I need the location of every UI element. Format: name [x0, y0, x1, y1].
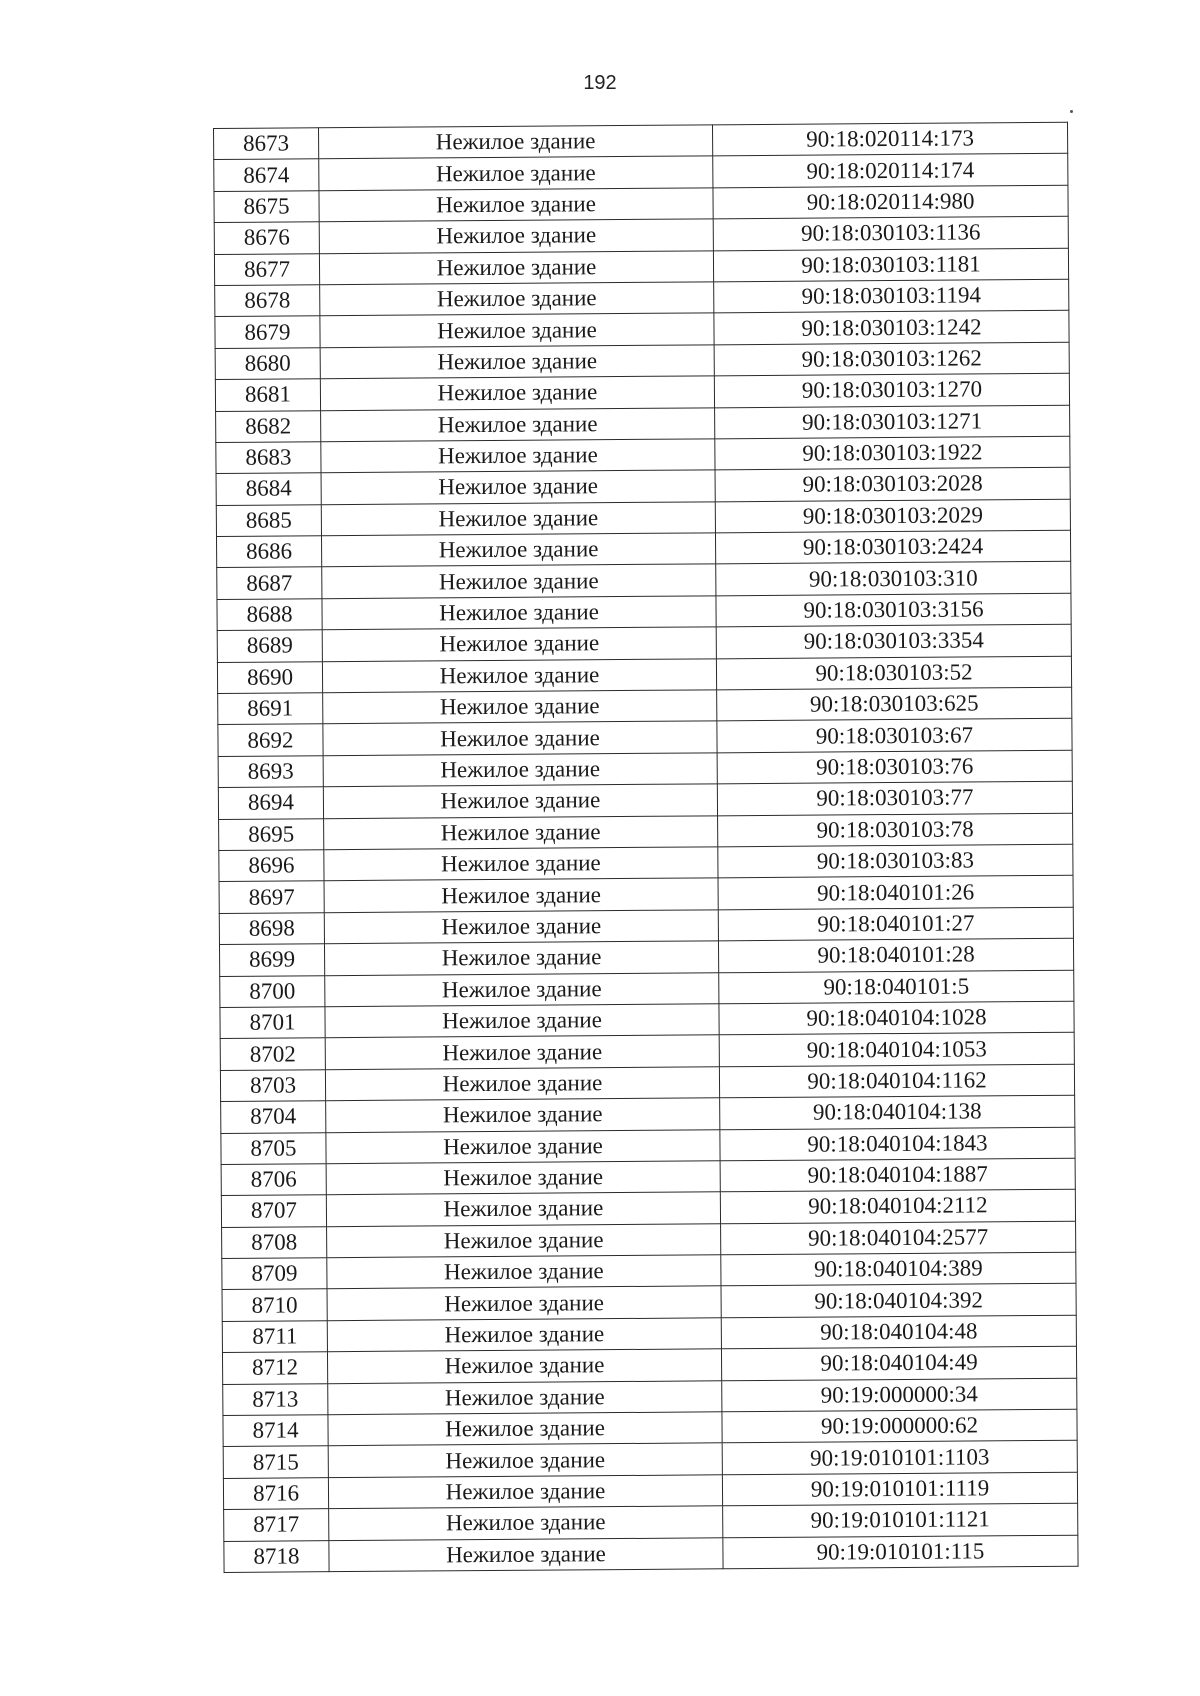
row-number-cell: 8679	[215, 316, 320, 348]
object-type-cell: Нежилое здание	[321, 407, 715, 441]
object-type-cell: Нежилое здание	[325, 972, 719, 1006]
row-number-cell: 8690	[217, 661, 322, 693]
cadastral-number-cell: 90:18:030103:1136	[713, 216, 1068, 250]
object-type-cell: Нежилое здание	[322, 596, 716, 630]
row-number-cell: 8678	[215, 285, 320, 317]
object-type-cell: Нежилое здание	[326, 1098, 720, 1132]
object-type-cell: Нежилое здание	[328, 1475, 722, 1509]
object-type-cell: Нежилое здание	[319, 125, 713, 159]
row-number-cell: 8683	[216, 442, 321, 474]
object-type-cell: Нежилое здание	[319, 156, 713, 190]
cadastral-number-cell: 90:18:040104:1053	[719, 1033, 1074, 1067]
cadastral-number-cell: 90:18:030103:625	[717, 687, 1072, 721]
row-number-cell: 8698	[219, 912, 324, 944]
object-type-cell: Нежилое здание	[320, 345, 714, 379]
cadastral-number-cell: 90:18:040101:26	[718, 876, 1073, 910]
object-type-cell: Нежилое здание	[324, 910, 718, 944]
object-type-cell: Нежилое здание	[325, 1067, 719, 1101]
row-number-cell: 8701	[220, 1007, 325, 1039]
object-type-cell: Нежилое здание	[327, 1286, 721, 1320]
cadastral-number-cell: 90:18:040104:1843	[720, 1127, 1075, 1161]
cadastral-number-cell: 90:18:030103:3354	[716, 624, 1071, 658]
row-number-cell: 8702	[220, 1038, 325, 1070]
cadastral-number-cell: 90:18:040104:392	[721, 1284, 1076, 1318]
cadastral-number-cell: 90:18:040104:1028	[719, 1001, 1074, 1035]
row-number-cell: 8708	[222, 1226, 327, 1258]
cadastral-number-cell: 90:18:030103:2029	[715, 499, 1070, 533]
cadastral-number-cell: 90:18:020114:980	[713, 185, 1068, 219]
row-number-cell: 8675	[214, 191, 319, 223]
row-number-cell: 8718	[224, 1540, 329, 1572]
row-number-cell: 8712	[222, 1352, 327, 1384]
row-number-cell: 8680	[215, 347, 320, 379]
row-number-cell: 8703	[220, 1069, 325, 1101]
row-number-cell: 8696	[219, 850, 324, 882]
row-number-cell: 8714	[223, 1415, 328, 1447]
cadastral-number-cell: 90:18:030103:67	[717, 719, 1072, 753]
cadastral-number-cell: 90:19:010101:115	[723, 1535, 1078, 1569]
cadastral-number-cell: 90:18:030103:78	[718, 813, 1073, 847]
object-type-cell: Нежилое здание	[321, 439, 715, 473]
row-number-cell: 8688	[217, 599, 322, 631]
cadastral-number-cell: 90:19:010101:1121	[723, 1503, 1078, 1537]
row-number-cell: 8713	[223, 1383, 328, 1415]
row-number-cell: 8710	[222, 1289, 327, 1321]
object-type-cell: Нежилое здание	[324, 941, 718, 975]
row-number-cell: 8684	[216, 473, 321, 505]
scan-speck	[1070, 110, 1073, 113]
row-number-cell: 8697	[219, 881, 324, 913]
object-type-cell: Нежилое здание	[322, 564, 716, 598]
object-type-cell: Нежилое здание	[328, 1443, 722, 1477]
cadastral-number-cell: 90:18:020114:173	[712, 122, 1067, 156]
row-number-cell: 8673	[214, 128, 319, 160]
cadastral-number-cell: 90:18:040104:138	[720, 1095, 1075, 1129]
cadastral-number-cell: 90:18:040101:27	[718, 907, 1073, 941]
cadastral-number-cell: 90:18:030103:1922	[715, 436, 1070, 470]
object-type-cell: Нежилое здание	[325, 1004, 719, 1038]
object-type-cell: Нежилое здание	[322, 658, 716, 692]
object-type-cell: Нежилое здание	[323, 690, 717, 724]
object-type-cell: Нежилое здание	[323, 784, 717, 818]
object-type-cell: Нежилое здание	[326, 1192, 720, 1226]
object-type-cell: Нежилое здание	[326, 1161, 720, 1195]
property-table	[213, 122, 1079, 1573]
cadastral-number-cell: 90:18:040101:5	[719, 970, 1074, 1004]
row-number-cell: 8685	[216, 504, 321, 536]
row-number-cell: 8699	[219, 944, 324, 976]
object-type-cell: Нежилое здание	[320, 313, 714, 347]
object-type-cell: Нежилое здание	[321, 470, 715, 504]
cadastral-number-cell: 90:18:030103:2424	[715, 530, 1070, 564]
table-row	[224, 1535, 1078, 1573]
cadastral-number-cell: 90:18:030103:1262	[714, 342, 1069, 376]
row-number-cell: 8715	[223, 1446, 328, 1478]
object-type-cell: Нежилое здание	[321, 502, 715, 536]
cadastral-number-cell: 90:19:010101:1103	[722, 1441, 1077, 1475]
row-number-cell: 8694	[218, 787, 323, 819]
cadastral-number-cell: 90:18:040104:48	[721, 1315, 1076, 1349]
cadastral-number-cell: 90:18:030103:2028	[715, 468, 1070, 502]
object-type-cell: Нежилое здание	[326, 1129, 720, 1163]
page-number: 192	[583, 72, 617, 94]
object-type-cell: Нежилое здание	[324, 815, 718, 849]
table-body	[214, 122, 1079, 1572]
object-type-cell: Нежилое здание	[325, 1035, 719, 1069]
row-number-cell: 8704	[221, 1101, 326, 1133]
row-number-cell: 8687	[217, 567, 322, 599]
object-type-cell: Нежилое здание	[320, 376, 714, 410]
object-type-cell: Нежилое здание	[319, 250, 713, 284]
cadastral-number-cell: 90:18:030103:76	[717, 750, 1072, 784]
object-type-cell: Нежилое здание	[322, 627, 716, 661]
cadastral-number-cell: 90:18:040104:1887	[720, 1158, 1075, 1192]
object-type-cell: Нежилое здание	[323, 721, 717, 755]
object-type-cell: Нежилое здание	[328, 1380, 722, 1414]
cadastral-number-cell: 90:18:040101:28	[718, 938, 1073, 972]
object-type-cell: Нежилое здание	[324, 847, 718, 881]
cadastral-number-cell: 90:19:010101:1119	[722, 1472, 1077, 1506]
cadastral-number-cell: 90:18:030103:83	[718, 844, 1073, 878]
cadastral-number-cell: 90:18:030103:52	[716, 656, 1071, 690]
cadastral-number-cell: 90:18:020114:174	[713, 154, 1068, 188]
cadastral-number-cell: 90:18:040104:49	[721, 1346, 1076, 1380]
row-number-cell: 8705	[221, 1132, 326, 1164]
cadastral-number-cell: 90:18:030103:77	[717, 781, 1072, 815]
row-number-cell: 8677	[214, 253, 319, 285]
cadastral-number-cell: 90:18:030103:1242	[714, 311, 1069, 345]
object-type-cell: Нежилое здание	[327, 1349, 721, 1383]
row-number-cell: 8674	[214, 159, 319, 191]
object-type-cell: Нежилое здание	[329, 1537, 723, 1571]
cadastral-number-cell: 90:18:030103:1271	[715, 405, 1070, 439]
object-type-cell: Нежилое здание	[327, 1318, 721, 1352]
object-type-cell: Нежилое здание	[327, 1223, 721, 1257]
cadastral-number-cell: 90:19:000000:34	[722, 1378, 1077, 1412]
row-number-cell: 8700	[220, 975, 325, 1007]
cadastral-number-cell: 90:18:040104:2112	[720, 1189, 1075, 1223]
row-number-cell: 8691	[218, 693, 323, 725]
cadastral-number-cell: 90:18:040104:1162	[719, 1064, 1074, 1098]
cadastral-number-cell: 90:19:000000:62	[722, 1409, 1077, 1443]
row-number-cell: 8681	[215, 379, 320, 411]
row-number-cell: 8692	[218, 724, 323, 756]
cadastral-number-cell: 90:18:040104:389	[721, 1252, 1076, 1286]
object-type-cell: Нежилое здание	[328, 1412, 722, 1446]
object-type-cell: Нежилое здание	[323, 753, 717, 787]
object-type-cell: Нежилое здание	[329, 1506, 723, 1540]
row-number-cell: 8695	[219, 818, 324, 850]
cadastral-number-cell: 90:18:030103:310	[716, 562, 1071, 596]
row-number-cell: 8709	[222, 1258, 327, 1290]
object-type-cell: Нежилое здание	[319, 219, 713, 253]
object-type-cell: Нежилое здание	[324, 878, 718, 912]
object-type-cell: Нежилое здание	[320, 282, 714, 316]
object-type-cell: Нежилое здание	[321, 533, 715, 567]
cadastral-number-cell: 90:18:040104:2577	[721, 1221, 1076, 1255]
cadastral-number-cell: 90:18:030103:1181	[713, 248, 1068, 282]
row-number-cell: 8686	[216, 536, 321, 568]
object-type-cell: Нежилое здание	[319, 188, 713, 222]
cadastral-number-cell: 90:18:030103:1194	[714, 279, 1069, 313]
row-number-cell: 8693	[218, 756, 323, 788]
row-number-cell: 8706	[221, 1164, 326, 1196]
row-number-cell: 8676	[214, 222, 319, 254]
row-number-cell: 8682	[216, 410, 321, 442]
cadastral-number-cell: 90:18:030103:1270	[714, 373, 1069, 407]
row-number-cell: 8689	[217, 630, 322, 662]
row-number-cell: 8711	[222, 1321, 327, 1353]
row-number-cell: 8716	[223, 1477, 328, 1509]
object-type-cell: Нежилое здание	[327, 1255, 721, 1289]
cadastral-number-cell: 90:18:030103:3156	[716, 593, 1071, 627]
row-number-cell: 8707	[221, 1195, 326, 1227]
row-number-cell: 8717	[224, 1509, 329, 1541]
